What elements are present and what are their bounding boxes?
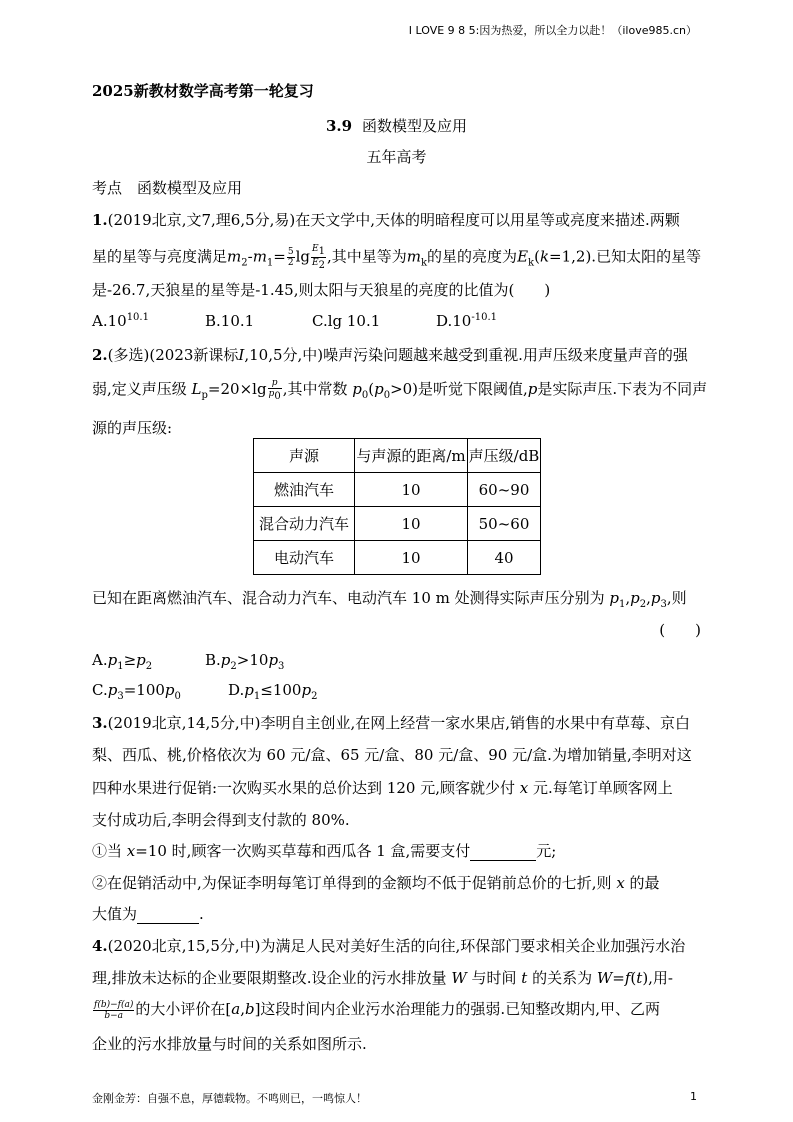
table-row [254,507,541,541]
q4-number: 4. [92,937,108,955]
opt-sub: 2 [311,691,318,702]
frac-num: f(b)−f(a) [94,999,134,1010]
q3-line1 [92,712,702,733]
opt-var: p [220,651,231,669]
table-cell: 10 [355,507,468,541]
sound-level-table [253,438,541,575]
opt-text: A.10 [92,312,127,330]
q2-sub: 3 [660,599,667,610]
opt-text: B. [205,651,221,669]
frac-num: p [268,378,282,389]
q1-var-m1: -m [247,247,267,266]
opt-sub: 3 [278,661,285,672]
q2-var: p [609,589,619,607]
q3-text: ①当 [92,842,127,860]
opt-text: ≥ [123,651,137,669]
q3-answer-blank-2[interactable] [137,905,199,924]
opt-text: C. [92,681,108,699]
q4-var: W [451,969,467,987]
section-number: 3.9 [325,117,353,135]
q2-text: 是实际声压.下表为不同声 [537,380,708,398]
table-cell: 电动汽车 [254,541,355,575]
q2-text: ( [368,380,375,398]
q3-text: =10 时,顾客一次购买草莓和西瓜各 1 盒,需要支付 [135,842,471,860]
q1-sub: k [528,257,535,269]
opt-sub: 1 [117,661,124,672]
q2-number: 2. [92,346,108,364]
q2-sub: 2 [639,599,647,610]
q3-text: 大值为 [92,905,138,923]
q2-var: p [650,589,661,607]
q2-text: ,其中常数 [282,380,353,398]
frac-den: 2 [287,257,294,268]
table-header: 声压级/dB [468,439,541,473]
q3-line4: 支付成功后,李明会得到支付款的 80%. [92,811,350,829]
table-cell: 燃油汽车 [254,473,355,507]
q4-line4: 企业的污水排放量与时间的关系如图所示. [92,1035,367,1053]
q4-text: , [240,1000,245,1018]
opt-sub: 2 [145,661,153,672]
q2-var: p [352,380,362,398]
q3-answer-blank-1[interactable] [470,842,536,861]
opt-var: p [164,681,175,699]
table-cell: 50~60 [468,507,541,541]
q1-var: k [539,247,550,266]
q3-sub2-cont [92,903,702,924]
section-title [0,115,793,136]
q2-text: 弱,定义声压级 [92,380,192,398]
opt-sub: 3 [117,691,124,702]
table-cell: 60~90 [468,473,541,507]
q3-var: x [519,779,529,797]
footer-motto: 金刚金芳：自强不息，厚德载物。不鸣则已，一鸣惊人！ [92,1092,367,1105]
q2-text: (多选)(2023新课标 [107,346,239,364]
q2-sub: 1 [619,599,626,610]
opt-var: p [301,681,312,699]
q4-text: 的关系为 [527,969,597,987]
q4-text: ( [630,969,637,987]
q1-var: m [406,247,421,266]
q2-option-d[interactable] [228,681,317,702]
q3-text: . [199,905,204,923]
q2-var: p [630,589,640,607]
q3-number: 3. [92,714,108,732]
q3-text: (2019北京,14,5分,中)李明自主创业,在网上经营一家水果店,销售的水果中有草莓、京白 [107,714,691,732]
series-title: 2025新教材数学高考第一轮复习 [92,82,314,100]
frac-sub: 2 [318,259,325,271]
opt-text: D. [228,681,245,699]
opt-text: >10 [236,651,269,669]
q1-line1 [92,209,702,230]
q1-text: 的星的亮度为 [427,247,518,266]
q2-text: ,10,5分,中)噪声污染问题越来越受到重视.用声压级来度量声音的强 [244,346,688,364]
q4-text: 理,排放未达标的企业要限期整改.设企业的污水排放量 [92,969,452,987]
q2-text: =20×lg [207,380,267,398]
q4-var: f [624,969,631,987]
opt-sup: -10.1 [471,312,498,323]
frac-den: p [268,389,275,400]
table-cell: 40 [468,541,541,575]
q3-var: x [126,842,136,860]
opt-var: p [107,681,118,699]
opt-text: ≤100 [260,681,302,699]
q4-line3 [92,998,702,1021]
q2-var: I [238,346,245,364]
q3-sub1 [92,840,702,861]
opt-var: p [107,651,118,669]
table-cell: 10 [355,541,468,575]
q3-line2: 梨、西瓜、桃,价格依次为 60 元/盒、65 元/盒、80 元/盒、90 元/盒.为增加销量,李明对这 [92,746,692,764]
q4-var: t [636,969,643,987]
opt-sup: 10.1 [126,312,149,323]
opt-text: D.10 [436,312,472,330]
table-cell: 混合动力汽车 [254,507,355,541]
topic-line: 考点 函数模型及应用 [92,179,243,197]
sub-title: 五年高考 [366,148,427,166]
q4-fraction [93,1000,134,1021]
q1-number: 1. [92,211,108,229]
q2-option-c[interactable] [92,681,181,702]
q2-text: , [625,589,631,607]
q1-text: = [273,247,286,266]
q4-var: b [244,1000,255,1018]
q3-text: ②在促销活动中,为保证李明每笔订单得到的金额均不低于促销前总价的七折,则 [92,874,617,892]
opt-var: p [244,681,254,699]
q2-text: 已知在距离燃油汽车、混合动力汽车、电动汽车 10 m 处测得实际声压分别为 [92,589,610,607]
q4-text: (2020北京,15,5分,中)为满足人民对美好生活的向往,环保部门要求相关企业加强污水治 [107,937,686,955]
q2-text: ,则 [666,589,687,607]
q3-text: 元.每笔订单顾客网上 [528,779,673,797]
frac-sub: 0 [274,390,281,402]
page-number: 1 [690,1090,697,1103]
opt-sub: 2 [230,661,237,672]
q3-var: x [616,874,625,892]
q2-sub: 0 [383,390,391,401]
q2-answer-paren: ( ) [659,621,701,639]
q2-var: L [191,380,202,398]
site-header-note: I LOVE 9 8 5:因为热爱，所以全力以赴！（ilove985.cn） [408,24,697,37]
q2-line3: 源的声压级: [92,419,173,437]
opt-var: p [136,651,146,669]
q2-option-a[interactable] [92,651,152,672]
frac-sub: 1 [318,245,325,257]
q2-var: p [527,380,538,398]
q1-stem-1: (2019北京,文7,理6,5分,易)在天文学中,天体的明暗程度可以用星等或亮度来描述.两颗 [107,211,680,229]
q1-option-b[interactable]: B.10.1 [205,312,255,330]
frac-num: 5 [287,246,294,257]
table-header: 与声源的距离/m [355,439,468,473]
q1-text: =1,2).已知太阳的星等 [549,247,702,266]
q3-text: 的最 [624,874,660,892]
q2-sub: p [201,390,208,401]
q3-sub2 [92,872,702,893]
q1-option-c[interactable]: C.lg 10.1 [312,312,381,330]
table-header-row [254,439,541,473]
table-row [254,473,541,507]
opt-text: A. [92,651,108,669]
q2-line1 [92,344,702,365]
q2-sub: 0 [361,390,369,401]
q4-text: ]这段时间内企业污水治理能力的强弱.已知整改期内,甲、乙两 [254,1000,660,1018]
q2-line2 [92,378,708,402]
opt-sub: 0 [174,691,181,702]
frac-den: b−a [104,1010,124,1021]
q1-option-a[interactable] [92,312,149,330]
q3-text: 元; [536,842,557,860]
q1-sub: 1 [266,257,274,269]
q1-line3: 是-26.7,天狼星的星等是-1.45,则太阳与天狼星的亮度的比值为( ) [92,281,551,299]
q1-text: 星的星等与亮度满足 [92,247,228,266]
q1-sub: 2 [241,257,248,269]
q2-fraction [268,378,282,402]
section-title-text: 函数模型及应用 [362,117,468,135]
opt-sub: 1 [253,691,261,702]
q4-var: a [231,1000,241,1018]
opt-text: =100 [123,681,165,699]
q1-var: E [517,247,529,266]
q2-after-table [92,587,702,610]
q1-line2 [92,244,702,271]
q4-line2 [92,967,702,988]
q3-line3 [92,777,702,798]
frac-den: E [312,257,319,268]
q1-e-fraction [311,244,326,271]
q2-text: , [646,589,651,607]
q1-text: ( [534,247,540,266]
table-row [254,541,541,575]
q1-sub: k [420,257,428,269]
table-header: 声源 [254,439,355,473]
q4-var: W [596,969,613,987]
q4-line1 [92,935,702,956]
q4-text: ),用- [642,969,674,987]
q1-var-m: m [227,247,242,266]
q1-fraction [287,247,295,268]
q2-option-b[interactable] [205,651,284,672]
q4-text: 与时间 [466,969,522,987]
q1-text: ,其中星等为 [326,247,407,266]
q2-var: p [374,380,384,398]
q4-text: = [612,969,625,987]
frac-num: E [312,244,319,254]
q1-text: lg [295,247,311,266]
q4-text: 的大小评价在[ [135,1000,232,1018]
q2-text: >0)是听觉下限阈值, [390,380,528,398]
table-cell: 10 [355,473,468,507]
q1-option-d[interactable] [436,312,497,330]
opt-var: p [268,651,279,669]
q4-var: t [521,969,528,987]
q3-text: 四种水果进行促销:一次购买水果的总价达到 120 元,顾客就少付 [92,779,520,797]
